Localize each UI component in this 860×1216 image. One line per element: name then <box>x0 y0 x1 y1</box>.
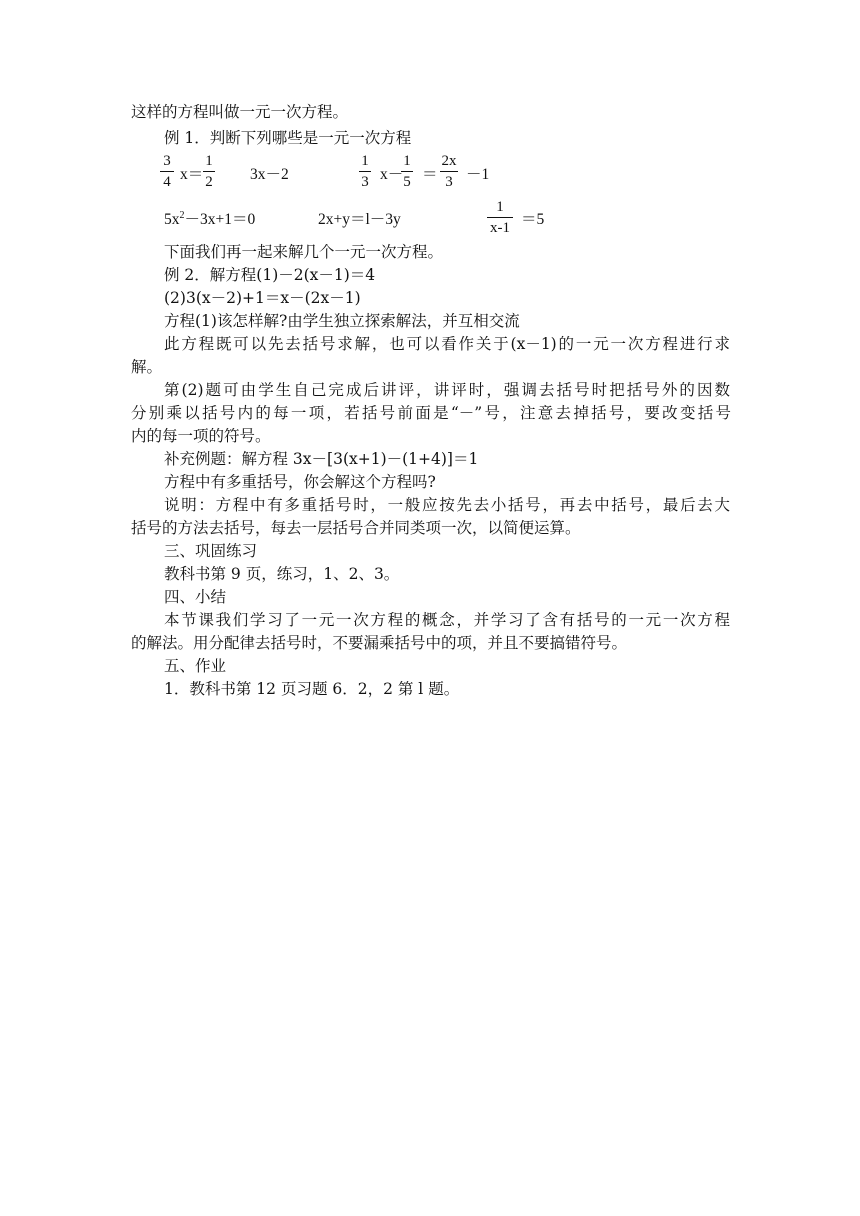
text-line: 第(2)题可由学生自己完成后讲评，讲评时，强调去括号时把括号外的因数 <box>164 381 730 399</box>
equation-text: x＝ <box>180 166 204 183</box>
text-line: 教科书第 9 页，练习，1、2、3。 <box>164 565 400 583</box>
text-line: 本节课我们学习了一元一次方程的概念，并学习了含有括号的一元一次方程 <box>164 611 730 629</box>
fraction-1-x-1: 1 x-1 <box>487 198 513 237</box>
equation-text: ＝ <box>422 166 438 183</box>
equation-text: ＝5 <box>521 211 545 228</box>
fraction-2x-3: 2x 3 <box>441 153 457 190</box>
supplementary-example: 补充例题：解方程 3x－[3(x+1)－(1+4)]＝1 <box>164 450 479 468</box>
example-1-heading: 例 1．判断下列哪些是一元一次方程 <box>164 129 412 147</box>
text-line: 括号的方法去括号，每去一层括号合并同类项一次，以简便运算。 <box>131 519 581 537</box>
section-heading: 五、作业 <box>164 657 227 675</box>
section-heading: 四、小结 <box>164 588 227 606</box>
text-line: 内的每一项的符号。 <box>131 427 271 445</box>
equation-2x-y: 2x+y＝l－3y <box>318 211 401 228</box>
text-line: 方程中有多重括号，你会解这个方程吗? <box>164 473 436 491</box>
text-line: 下面我们再一起来解几个一元一次方程。 <box>164 243 444 261</box>
text-line: (2)3(x－2)+1＝x－(2x－1) <box>164 289 361 307</box>
equation-3x-2: 3x－2 <box>250 166 289 183</box>
fraction-1-3: 1 3 <box>359 152 371 191</box>
section-heading: 三、巩固练习 <box>164 542 258 560</box>
text-line: 说明：方程中有多重括号时，一般应按先去小括号，再去中括号，最后去大 <box>164 496 730 514</box>
text-line: 解。 <box>131 358 163 376</box>
fraction-3-4: 3 4 <box>160 152 174 191</box>
equation-text: －1 <box>466 166 490 183</box>
text-line: 分别乘以括号内的每一项，若括号前面是“－”号，注意去掉括号，要改变括号 <box>131 404 731 422</box>
text-line: 此方程既可以先去括号求解，也可以看作关于(x－1)的一元一次方程进行求 <box>164 335 730 353</box>
text-line: 的解法。用分配律去括号时，不要漏乘括号中的项，并且不要搞错符号。 <box>131 634 628 652</box>
equation-5x2: $5x^2-3x+1=0$ <box>164 210 256 228</box>
text-line: 这样的方程叫做一元一次方程。 <box>131 103 349 121</box>
fraction-1-5: 1 5 <box>401 152 413 191</box>
fraction-1-2: 1 2 <box>203 152 215 191</box>
text-line: 1．教科书第 12 页习题 6．2，2 第 l 题。 <box>164 680 460 698</box>
text-line: 方程(1)该怎样解?由学生独立探索解法，并互相交流 <box>164 312 520 330</box>
example-2-heading: 例 2．解方程(1)－2(x－1)＝4 <box>164 266 376 284</box>
equation-text: x－ <box>380 166 404 183</box>
